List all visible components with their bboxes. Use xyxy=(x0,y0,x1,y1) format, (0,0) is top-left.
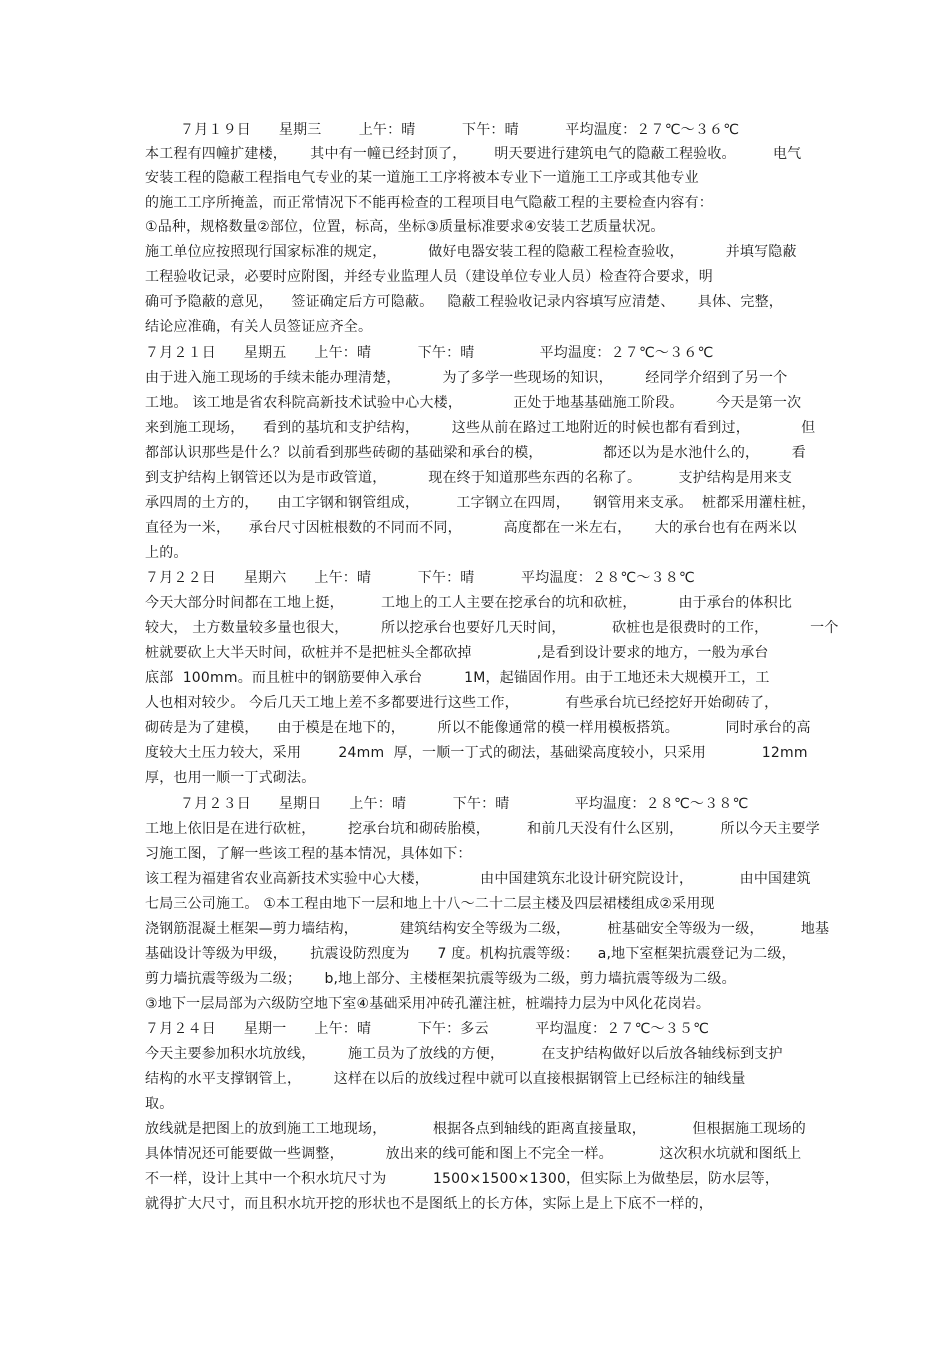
text-line: 工地上依旧是在进行砍桩， 挖承台坑和砌砖胎模， 和前几天没有什么区别， 所以今天主要学 xyxy=(145,821,820,837)
text-line: 较大， 土方数量较多量也很大， 所以挖承台也要好几天时间， 砍桩也是很费时的工作， 一个 xyxy=(145,620,839,636)
text-line: 确可予隐蔽的意见， 签证确定后方可隐蔽。 隐蔽工程验收记录内容填写应清楚、 具体、完整， xyxy=(145,294,783,310)
diary-header-0721: ７月２１日 星期五 上午：晴 下午：晴 平均温度：２７℃～３６℃ xyxy=(145,345,714,361)
text-line: 桩就要砍上大半天时间，砍桩并不是把桩头全都砍掉 ,是看到设计要求的地方，一般为承台 xyxy=(145,645,769,661)
text-line: 基础设计等级为甲级， 抗震设防烈度为 7 度。机构抗震等级： a,地下室框架抗震登记为二级， xyxy=(145,946,796,962)
text-line: ③地下一层局部为六级防空地下室④基础采用冲砖孔灌注桩，桩端持力层为中风化花岗岩。 xyxy=(145,996,711,1012)
text-line: 度较大土压力较大，采用 24mm 厚，一顺一丁式的砌法，基础梁高度较小，只采用 12mm xyxy=(145,745,808,761)
text-line: 该工程为福建省农业高新技术实验中心大楼， 由中国建筑东北设计研究院设计， 由中国建筑 xyxy=(145,871,811,887)
text-line: 砌砖是为了建模， 由于模是在地下的， 所以不能像通常的模一样用模板搭筑。 同时承台的高 xyxy=(145,720,811,736)
text-line: 七局三公司施工。 ①本工程由地下一层和地上十八～二十二层主楼及四层裙楼组成②采用现 xyxy=(145,896,715,912)
text-line: 具体情况还可能要做一些调整， 放出来的线可能和图上不完全一样。 这次积水坑就和图纸上 xyxy=(145,1146,802,1162)
text-line: 底部 100mm。而且桩中的钢筋要伸入承台 1M，起锚固作用。由于工地还未大规模开工，工 xyxy=(145,670,770,686)
text-line: 习施工图，了解一些该工程的基本情况，具体如下： xyxy=(145,846,472,862)
diary-header-0719: ７月１９日 星期三 上午：晴 下午：晴 平均温度：２７℃～３６℃ xyxy=(180,122,740,138)
text-line: 安装工程的隐蔽工程指电气专业的某一道施工工序将被本专业下一道施工工序或其他专业 xyxy=(145,170,699,186)
text-line: 承四周的土方的， 由工字钢和钢管组成， 工字钢立在四周， 钢管用来支承。 桩都采用灌柱桩， xyxy=(145,495,816,511)
text-line: 取。 xyxy=(145,1096,174,1112)
text-line: 浇钢筋混凝土框架—剪力墙结构， 建筑结构安全等级为二级， 桩基础安全等级为一级， 地基 xyxy=(145,921,830,937)
text-line: 结构的水平支撑钢管上， 这样在以后的放线过程中就可以直接根据钢管上已经标注的轴线量 xyxy=(145,1071,746,1087)
text-line: 结论应准确，有关人员签证应齐全。 xyxy=(145,319,373,335)
diary-header-0723: ７月２３日 星期日 上午：晴 下午：晴 平均温度：２８℃～３８℃ xyxy=(180,796,749,812)
text-line: 由于进入施工现场的手续未能办理清楚， 为了多学一些现场的知识， 经同学介绍到了另一个 xyxy=(145,370,788,386)
text-line: 直径为一米， 承台尺寸因桩根数的不同而不同， 高度都在一米左右， 大的承台也有在两米以 xyxy=(145,520,797,536)
text-line: 不一样，设计上其中一个积水坑尺寸为 1500×1500×1300，但实际上为做垫层，防水层等， xyxy=(145,1171,780,1187)
diary-header-0724: ７月２４日 星期一 上午：晴 下午：多云 平均温度：２７℃～３５℃ xyxy=(145,1021,710,1037)
text-line: 都部认识那些是什么？以前看到那些砖砌的基础梁和承台的模， 都还以为是水池什么的， 看 xyxy=(145,445,807,461)
text-line: 施工单位应按照现行国家标准的规定， 做好电器安装工程的隐蔽工程检查验收， 并填写隐蔽 xyxy=(145,244,797,260)
text-line: 放线就是把图上的放到施工工地现场， 根据各点到轴线的距离直接量取， 但根据施工现场的 xyxy=(145,1121,807,1137)
text-line: ①品种，规格数量②部位，位置，标高，坐标③质量标准要求④安装工艺质量状况。 xyxy=(145,219,665,235)
text-line: 剪力墙抗震等级为二级； b,地上部分、主楼框架抗震等级为二级，剪力墙抗震等级为二级。 xyxy=(145,971,736,987)
text-line: 来到施工现场， 看到的基坑和支护结构， 这些从前在路过工地附近的时候也都有看到过， 但 xyxy=(145,420,816,436)
text-line: 到支护结构上钢管还以为是市政管道， 现在终于知道那些东西的名称了。 支护结构是用来支 xyxy=(145,470,793,486)
text-line: 的施工工序所掩盖，而正常情况下不能再检查的工程项目电气隐蔽工程的主要检查内容有： xyxy=(145,195,713,211)
text-line: 上的。 xyxy=(145,545,188,561)
text-line: 厚，也用一顺一丁式砌法。 xyxy=(145,770,316,786)
text-line: 工地。 该工地是省农科院高新技术试验中心大楼， 正处于地基基础施工阶段。 今天是第一次 xyxy=(145,395,802,411)
text-line: 本工程有四幢扩建楼， 其中有一幢已经封顶了， 明天要进行建筑电气的隐蔽工程验收。 电气 xyxy=(145,146,802,162)
text-line: 今天主要参加积水坑放线， 施工员为了放线的方便， 在支护结构做好以后放各轴线标到支护 xyxy=(145,1046,783,1062)
text-line: 就得扩大尺寸，而且积水坑开挖的形状也不是图纸上的长方体，实际上是上下底不一样的， xyxy=(145,1196,713,1212)
text-line: 今天大部分时间都在工地上挺， 工地上的工人主要在挖承台的坑和砍桩， 由于承台的体积比 xyxy=(145,595,793,611)
text-line: 工程验收记录，必要时应附图，并经专业监理人员（建设单位专业人员）检查符合要求，明 xyxy=(145,269,713,285)
text-line: 人也相对较少。 今后几天工地上差不多都要进行这些工作， 有些承台坑已经挖好开始砌砖了， xyxy=(145,695,779,711)
diary-header-0722: ７月２２日 星期六 上午：晴 下午：晴 平均温度：２８℃～３８℃ xyxy=(145,570,695,586)
